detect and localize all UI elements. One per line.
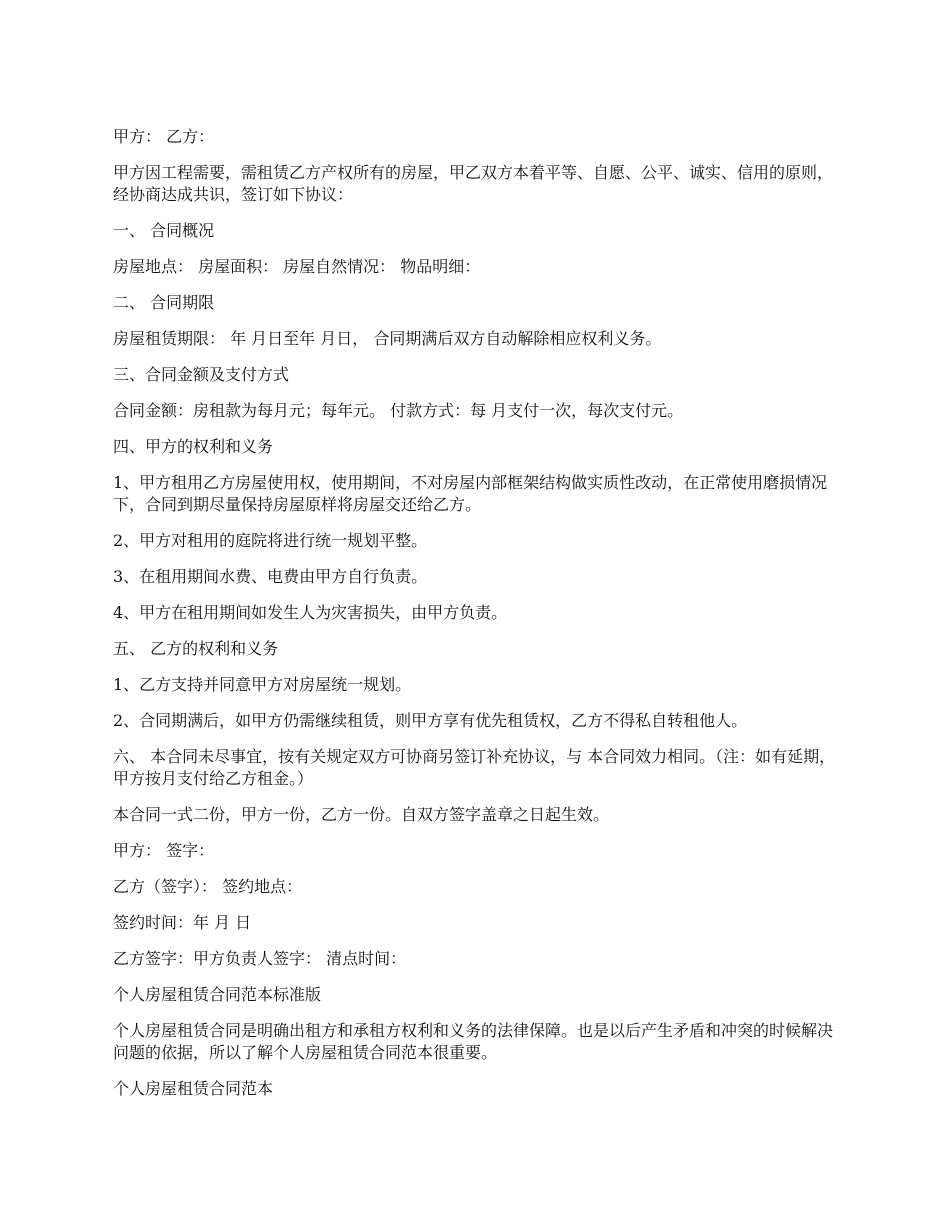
section-heading-overview: 一、 合同概况 xyxy=(113,221,215,240)
template-intro-paragraph: 个人房屋租赁合同是明确出租方和承租方权利和义务的法律保障。也是以后产生矛盾和冲突的时候解决问题的依据，所以了解个人房屋租赁合同范本很重要。 xyxy=(113,1021,834,1062)
party-line: 甲方： 乙方： xyxy=(113,127,215,146)
property-info-line: 房屋地点： 房屋面积： 房屋自然情况： 物品明细： xyxy=(113,257,481,276)
template-title: 个人房屋租赁合同范本标准版 xyxy=(113,985,322,1004)
section-heading-party-a: 四、甲方的权利和义务 xyxy=(113,437,274,456)
party-a-clause-3: 3、在租用期间水费、电费由甲方自行负责。 xyxy=(113,567,428,586)
party-a-clause-4: 4、甲方在租用期间如发生人为灾害损失，由甲方负责。 xyxy=(113,603,508,622)
party-b-clause-2: 2、合同期满后，如甲方仍需继续租赁，则甲方享有优先租赁权，乙方不得私自转租他人。 xyxy=(113,711,748,730)
party-b-clause-1: 1、乙方支持并同意甲方对房屋统一规划。 xyxy=(113,675,412,694)
document-body xyxy=(113,126,838,1114)
signature-line-b: 乙方（签字）： 签约地点： xyxy=(113,877,303,896)
signature-line-check: 乙方签字：甲方负责人签字： 清点时间： xyxy=(113,949,407,968)
signature-line-a: 甲方： 签字： xyxy=(113,841,215,860)
template-subtitle: 个人房屋租赁合同范本 xyxy=(113,1079,274,1098)
section-heading-payment: 三、合同金额及支付方式 xyxy=(113,365,290,384)
lease-term-paragraph: 房屋租赁期限： 年 月日至年 月日， 合同期满后双方自动解除相应权利义务。 xyxy=(113,329,662,348)
party-a-clause-2: 2、甲方对租用的庭院将进行统一规划平整。 xyxy=(113,531,428,550)
preamble-paragraph: 甲方因工程需要，需租赁乙方产权所有的房屋，甲乙双方本着平等、自愿、公平、诚实、信用的原则，经协商达成共识，签订如下协议： xyxy=(113,163,834,204)
section-heading-term: 二、 合同期限 xyxy=(113,293,215,312)
payment-paragraph: 合同金额：房租款为每月元；每年元。 付款方式：每 月支付一次，每次支付元。 xyxy=(113,401,684,420)
section-heading-party-b: 五、 乙方的权利和义务 xyxy=(113,639,279,658)
section-6-paragraph: 六、 本合同未尽事宜，按有关规定双方可协商另签订补充协议，与 本合同效力相同。（注：如有延期，甲方按月支付给乙方租金。） xyxy=(113,747,836,788)
signing-date-line: 签约时间：年 月 日 xyxy=(113,913,252,932)
party-a-clause-1: 1、甲方租用乙方房屋使用权，使用期间，不对房屋内部框架结构做实质性改动，在正常使用磨损情况下，合同到期尽量保持房屋原样将房屋交还给乙方。 xyxy=(113,473,828,514)
copies-paragraph: 本合同一式二份，甲方一份，乙方一份。自双方签字盖章之日起生效。 xyxy=(113,805,610,824)
